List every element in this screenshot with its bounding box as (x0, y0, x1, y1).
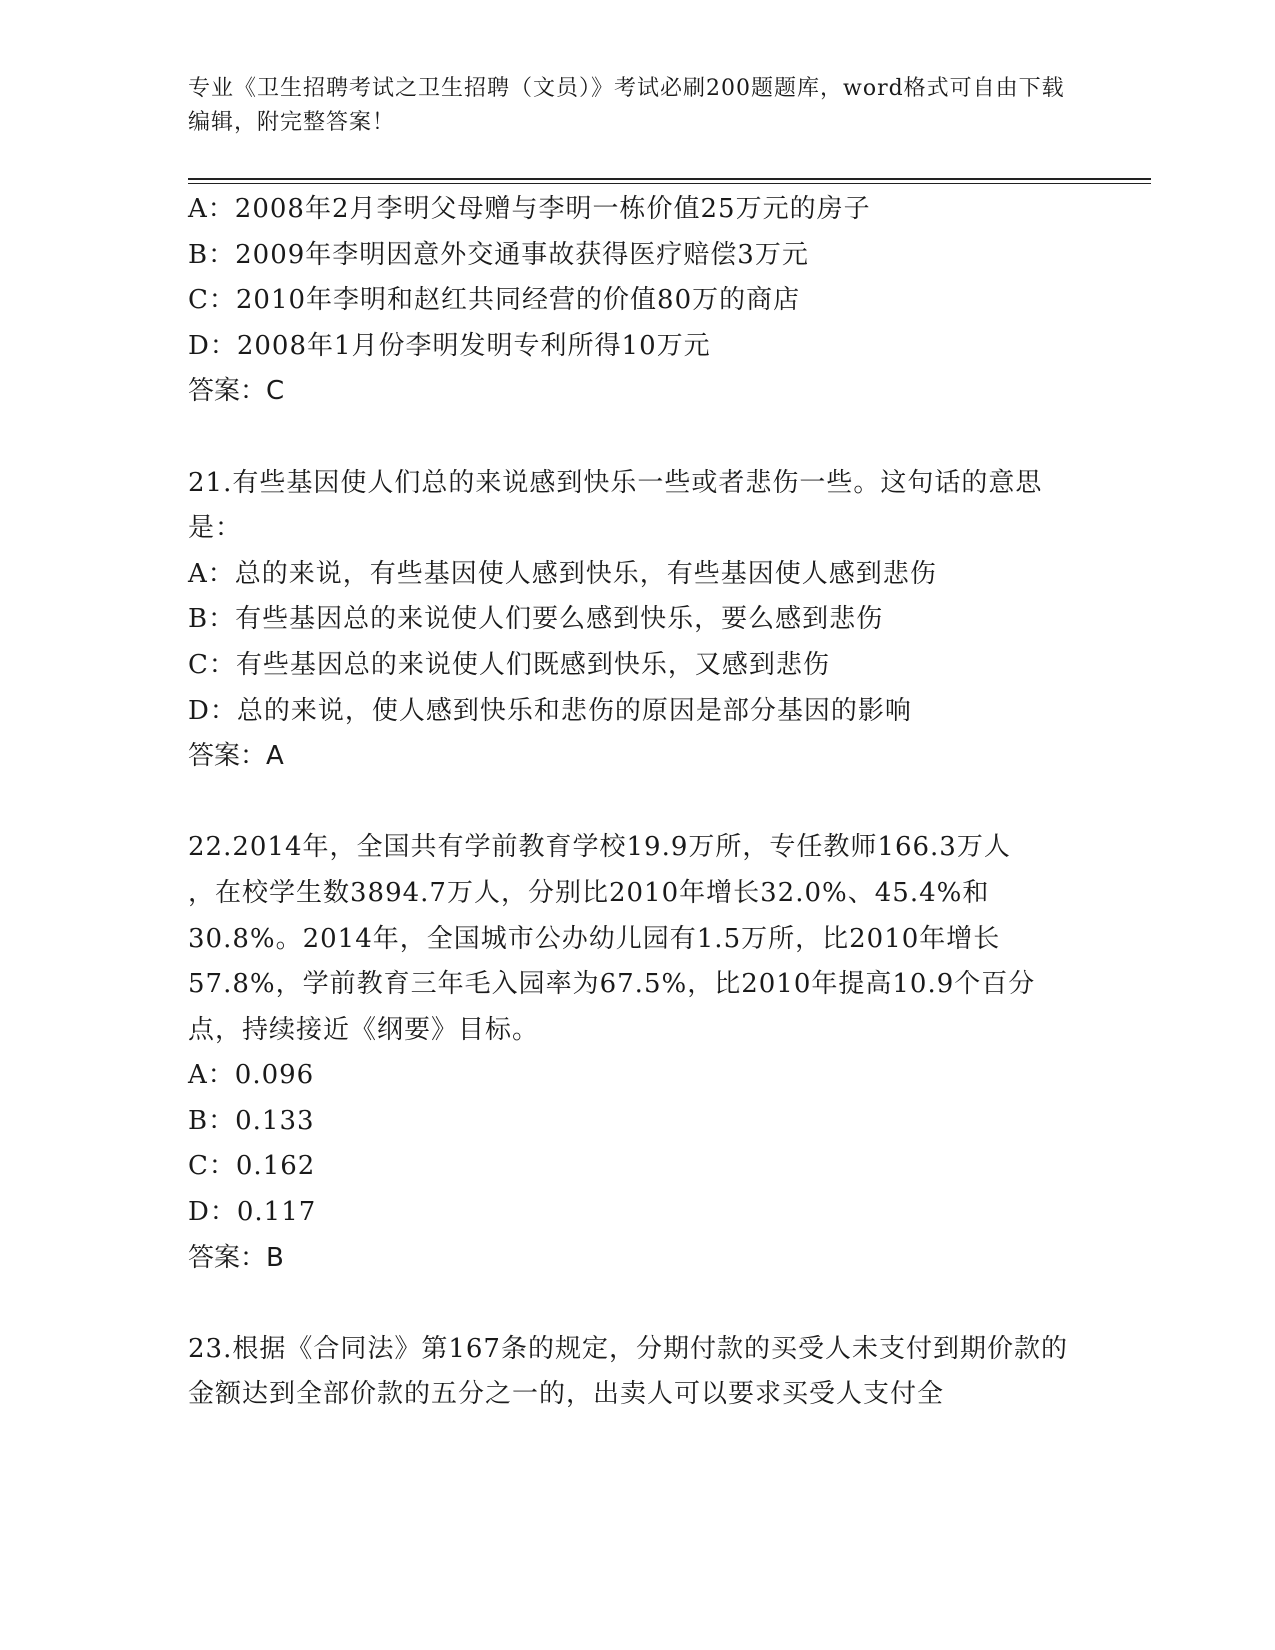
spacer (188, 780, 1068, 826)
answer-line: 答案：B (188, 1242, 284, 1273)
option-a: A：0.096 (188, 1060, 315, 1091)
option-b: B：2009年李明因意外交通事故获得医疗赔偿3万元 (188, 239, 809, 270)
option-c: C：2010年李明和赵红共同经营的价值80万的商店 (188, 285, 801, 316)
question-text-line: ，在校学生数3894.7万人，分别比2010年增长32.0%、45.4%和 (188, 877, 990, 908)
option-b: B：有些基因总的来说使人们要么感到快乐，要么感到悲伤 (188, 604, 884, 635)
header-rule-thin (188, 183, 1151, 184)
question-text: 21.有些基因使人们总的来说感到快乐一些或者悲伤一些。这句话的意思是： (188, 467, 1043, 544)
option-d: D：2008年1月份李明发明专利所得10万元 (188, 330, 711, 361)
question-text: 23.根据《合同法》第167条的规定，分期付款的买受人未支付到期价款的金额达到全部价款的五分之一的，出卖人可以要求买受人支付全 (188, 1333, 1068, 1410)
option-d: D：0.117 (188, 1197, 317, 1228)
question-text-line: 57.8%，学前教育三年毛入园率为67.5%，比2010年提高10.9个百分 (188, 969, 1036, 1000)
spacer (188, 1281, 1068, 1327)
question-text-line: 点，持续接近《纲要》目标。 (188, 1014, 540, 1045)
option-a: A：总的来说，有些基因使人感到快乐，有些基因使人感到悲伤 (188, 558, 937, 589)
question-text-line: 30.8%。2014年，全国城市公办幼儿园有1.5万所，比2010年增长 (188, 923, 1001, 954)
question-21-block (188, 461, 1068, 780)
option-c: C：有些基因总的来说使人们既感到快乐，又感到悲伤 (188, 649, 830, 680)
document-body (188, 187, 1068, 1418)
question-text-line: 22.2014年，全国共有学前教育学校19.9万所，专任教师166.3万人 (188, 832, 1011, 863)
question-22-block (188, 825, 1068, 1281)
option-b: B：0.133 (188, 1105, 315, 1136)
spacer (188, 415, 1068, 461)
header-rule-thick (188, 178, 1151, 180)
answer-line: 答案：C (188, 376, 285, 407)
question-23-block (188, 1327, 1068, 1418)
answer-line: 答案：A (188, 741, 284, 772)
option-a: A：2008年2月李明父母赠与李明一栋价值25万元的房子 (188, 194, 871, 224)
question-20-block (188, 187, 1068, 415)
option-c: C：0.162 (188, 1151, 316, 1182)
option-d: D：总的来说，使人感到快乐和悲伤的原因是部分基因的影响 (188, 695, 912, 726)
header-title: 专业《卫生招聘考试之卫生招聘（文员）》考试必刷200题题库，word格式可自由下载编辑，附完整答案！ (188, 76, 1065, 135)
document-header (188, 72, 1068, 140)
